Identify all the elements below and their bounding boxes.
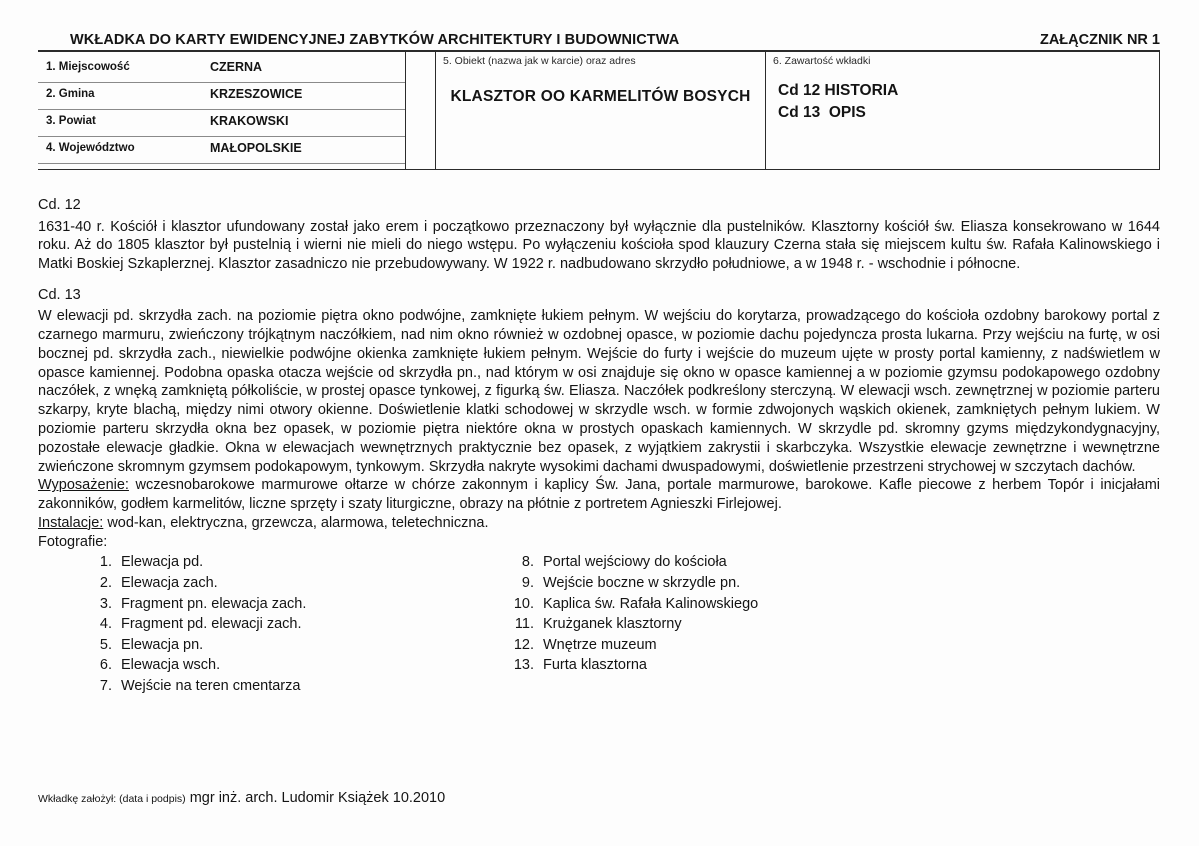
list-item-number: 3. — [99, 595, 112, 612]
equipment-label: Wyposażenie: — [38, 477, 129, 494]
page-title: WKŁADKA DO KARTY EWIDENCYJNEJ ZABYTKÓW ARCHITEKTURY I BUDOWNICTWA — [70, 32, 680, 48]
list-item-label: Wejście na teren cmentarza — [121, 677, 301, 694]
field-value-miejscowosc: CZERNA — [210, 60, 263, 74]
object-cell — [436, 52, 766, 170]
content-cell-caption: 6. Zawartość wkładki — [773, 55, 871, 67]
list-item-label: Wejście boczne w skrzydle pn. — [543, 574, 741, 591]
list-item-number: 4. — [99, 616, 112, 633]
list-item — [86, 594, 306, 615]
field-value-powiat: KRAKOWSKI — [210, 114, 289, 128]
list-item-number: 7. — [99, 677, 112, 694]
list-item — [508, 594, 758, 615]
list-item-number: 13. — [513, 657, 534, 674]
table-row — [38, 83, 405, 110]
list-item-number: 6. — [99, 657, 112, 674]
list-item — [86, 655, 306, 676]
list-item — [508, 573, 758, 594]
list-item — [86, 635, 306, 656]
list-item — [508, 552, 758, 573]
photos-column-right — [508, 552, 758, 676]
list-item — [86, 676, 306, 697]
section-text-cd13: W elewacji pd. skrzydła zach. na poziomie piętra okno podwójne, zamknięte łukiem pełnym. W wejściu do korytarza, prowadzącego do kościoła ozdobny barokowy portal z czarnego marmuru, zwieńczony trójkątnym naczółkiem, nad nim okno również w ozdobnej opasce, w poziomie dachu pojedyncza prosta lukarna. Przy wejściu na furtę, w osi bocznej pd. skrzydła zach., niewielkie podwójne okienka zamknięte łukiem pełnym. Wejście do furty i wejście do muzeum ujęte w prosty portal kamienny, z nadświetlem w opasce kamiennej. Podobna opaska otacza wejście od skrzydła pn., nad którym w osi znajduje się okno w opasce kamiennej a w poziomie gzymsu podokapowego ozdobny naczółek, z wnęką zamkniętą półkoliście, w prostej opasce tynkowej, z figurką św. Eliasza. Naczółek podkreślony sterczyną. W elewacji wsch. zewnętrznej w poziomie parteru szkarpy, kryte blachą, między nimi otwory okienne. Doświetlenie klatki schodowej w skrzydle wsch. w formie zdwojonych wąskich okienek, zamkniętych pełnym lukiem. W poziomie parteru skrzydła okna bez opasek, w poziomie piętra niektóre okna w prostych opaskach kamiennych. W skrzydle pd. skromny gzyms międzykondygnacyjny, pozostałe elewacje gładkie. Okna w elewacjach wewnętrznych praktycznie bez opasek, z wyjątkiem zakrystii i skarbczyka. Wszystkie elewacje zewnętrzne i wewnętrzne zwieńczone skromnym gzymsem podokapowym, tynkowym. Skrzydła nakryte wysokimi dachami dwuspadowymi, doświetlenie przestrzeni strychowej w szczytach dachów. — [38, 308, 1160, 475]
content-line-history: Cd 12 HISTORIA — [778, 82, 899, 99]
list-item-label: Portal wejściowy do kościoła — [543, 554, 727, 571]
list-item-label: Elewacja pn. — [121, 636, 204, 653]
list-item-label: Fragment pn. elewacja zach. — [121, 595, 307, 612]
field-label-gmina: 2. Gmina — [46, 88, 95, 100]
list-item-label: Elewacja pd. — [121, 554, 204, 571]
installations-text: wod-kan, elektryczna, grzewcza, alarmowa, teletechniczna. — [103, 514, 489, 531]
list-item-number: 5. — [99, 636, 112, 653]
field-label-miejscowosc: 1. Miejscowość — [46, 61, 130, 73]
list-item-number: 8. — [521, 554, 534, 571]
section-text-cd12: 1631-40 r. Kościół i klasztor ufundowany został jako erem i początkowo przeznaczony był wyłącznie dla pustelników. Klasztorny kościół św. Eliasza konsekrowano w 1644 roku. Aż do 1805 klasztor był pustelnią i wierni nie mieli do niego wstępu. Po wyłączeniu kościoła spod klauzury Czerna stała się miejscem kultu św. Rafała Kalinowskiego i Matki Boskiej Szkaplerznej. Klasztor zasadniczo nie przebudowywany. W 1922 r. nadbudowano skrzydło południowe, a w 1948 r. - wschodnie i północne. — [38, 218, 1160, 273]
location-fields-cell — [38, 52, 406, 170]
field-value-wojewodztwo: MAŁOPOLSKIE — [210, 141, 302, 155]
list-item — [86, 552, 306, 573]
list-item-label: Krużganek klasztorny — [543, 616, 682, 633]
section-heading-cd12: Cd. 12 — [38, 197, 81, 213]
list-item — [508, 614, 758, 635]
section-heading-cd13: Cd. 13 — [38, 286, 81, 303]
field-value-gmina: KRZESZOWICE — [210, 87, 303, 101]
document-body — [38, 196, 1160, 702]
table-row — [38, 110, 405, 137]
list-item — [508, 655, 758, 676]
list-item-label: Kaplica św. Rafała Kalinowskiego — [543, 595, 759, 612]
equipment-line — [38, 476, 1160, 514]
content-line-description: Cd 13 OPIS — [778, 104, 866, 121]
field-label-powiat: 3. Powiat — [46, 115, 96, 127]
field-label-wojewodztwo: 4. Województwo — [46, 142, 135, 154]
list-item-number: 11. — [514, 616, 534, 633]
list-item-label: Elewacja zach. — [121, 574, 218, 591]
list-item — [508, 635, 758, 656]
annex-label: ZAŁĄCZNIK NR 1 — [1039, 32, 1160, 48]
list-item — [86, 573, 306, 594]
content-cell — [766, 52, 1160, 170]
equipment-text: wczesnobarokowe marmurowe ołtarze w chórze zakonnym i kaplicy Św. Jana, portale marmurowe, barokowe. Kafle piecowe z herbem Topór i inicjałami zakonników, godłem karmelitów, liczne sprzęty i szaty liturgiczne, obrazy na płótnie z portretem Agnieszki Firlejowej. — [38, 477, 1160, 513]
object-name: KLASZTOR OO KARMELITÓW BOSYCH — [450, 88, 751, 105]
list-item-label: Wnętrze muzeum — [543, 636, 657, 653]
identification-table — [38, 52, 1160, 170]
table-row — [38, 137, 405, 164]
installations-line — [38, 514, 1160, 533]
object-cell-caption: 5. Obiekt (nazwa jak w karcie) oraz adres — [443, 55, 636, 67]
list-item-number: 9. — [521, 574, 534, 591]
list-item — [86, 614, 306, 635]
footer-signature-line — [38, 790, 445, 806]
footer-prefix: Wkładkę założył: (data i podpis) — [38, 793, 186, 805]
list-item-label: Fragment pd. elewacji zach. — [121, 616, 302, 633]
list-item-label: Furta klasztorna — [543, 657, 647, 674]
list-item-number: 12. — [513, 636, 534, 653]
photos-list — [38, 552, 1160, 702]
table-spacer-column — [406, 52, 436, 170]
photos-heading: Fotografie: — [38, 533, 108, 550]
list-item-number: 1. — [99, 554, 112, 571]
list-item-number: 10. — [513, 595, 534, 612]
list-item-label: Elewacja wsch. — [121, 657, 221, 674]
list-item-number: 2. — [99, 574, 112, 591]
footer-signature: mgr inż. arch. Ludomir Książek 10.2010 — [189, 790, 446, 806]
photos-column-left — [86, 552, 306, 696]
table-row — [38, 56, 405, 83]
installations-label: Instalacje: — [38, 514, 104, 531]
